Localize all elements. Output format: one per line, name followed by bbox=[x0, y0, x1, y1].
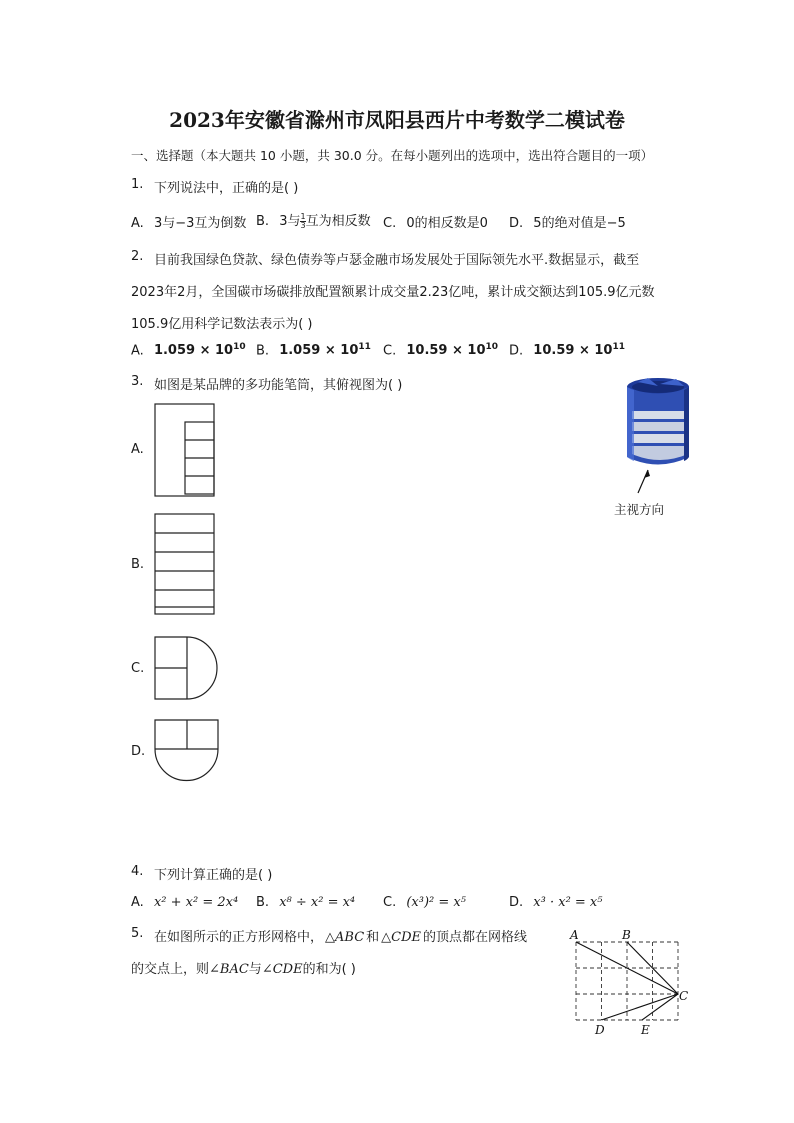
question-5-line-1: 在如图所示的正方形网格中， △ABC 和 △CDE 的顶点都在网格线 bbox=[154, 930, 528, 945]
option-expression: x³ · x² = x⁵ bbox=[533, 895, 603, 910]
q3-option-c-figure[interactable] bbox=[154, 636, 218, 702]
option-label: D. bbox=[509, 216, 524, 231]
q4-option-a[interactable] bbox=[131, 895, 238, 910]
q3-option-d-label[interactable]: D. bbox=[131, 744, 146, 759]
option-label: D. bbox=[509, 895, 524, 910]
question-3-stem: 如图是某品牌的多功能笔筒，其俯视图为( ) bbox=[154, 378, 403, 393]
option-value: 10.59 × 10 bbox=[406, 343, 486, 359]
triangle-cde: △CDE bbox=[381, 930, 422, 945]
q3-option-b-figure[interactable] bbox=[154, 513, 216, 616]
q1-option-d[interactable] bbox=[509, 212, 626, 231]
q4-option-b[interactable] bbox=[256, 895, 355, 910]
question-5-line-2: 的交点上，则∠BAC与∠CDE的和为( ) bbox=[131, 962, 356, 977]
q2-option-a[interactable] bbox=[131, 342, 246, 358]
photo-caption: 主视方向 bbox=[614, 502, 665, 517]
question-1-stem: 下列说法中，正确的是( ) bbox=[154, 181, 299, 196]
option-label: C. bbox=[383, 343, 397, 359]
option-text-pre: 3与 bbox=[279, 214, 301, 229]
q5-grid-figure bbox=[568, 928, 694, 1040]
q3-option-c-label[interactable]: C. bbox=[131, 661, 145, 676]
angle-cde: ∠CDE bbox=[261, 962, 303, 977]
option-exponent: 10 bbox=[233, 342, 246, 352]
question-5-number: 5. bbox=[131, 926, 144, 941]
q1-option-b[interactable] bbox=[256, 210, 371, 230]
option-label: C. bbox=[383, 895, 397, 910]
option-label: D. bbox=[509, 343, 524, 359]
question-2-line-2: 2023年2月，全国碳市场碳排放配置额累计成交量2.23亿吨，累计成交额达到105.9亿元数 bbox=[131, 285, 655, 300]
option-expression: x² + x² = 2x⁴ bbox=[153, 895, 239, 910]
option-value: 10.59 × 10 bbox=[533, 343, 613, 359]
point-b-label: B bbox=[622, 928, 631, 942]
option-text-post: 互为相反数 bbox=[305, 214, 371, 229]
option-value: 1.059 × 10 bbox=[279, 343, 359, 359]
q2-option-d[interactable] bbox=[509, 342, 625, 358]
fraction-one-third: $\frac{1}{3}$ bbox=[300, 212, 306, 230]
q3-option-a-figure[interactable] bbox=[154, 403, 216, 498]
point-c-label: C bbox=[679, 989, 689, 1003]
option-value: 1.059 × 10 bbox=[153, 343, 234, 359]
option-text: 0的相反数是0 bbox=[406, 216, 488, 231]
q3-option-a-label[interactable]: A. bbox=[131, 442, 144, 457]
question-2-line-3: 105.9亿用科学记数法表示为( ) bbox=[131, 317, 313, 332]
option-label: B. bbox=[256, 895, 270, 910]
q3-option-d-figure[interactable] bbox=[154, 719, 220, 783]
triangle-abc: △ABC bbox=[325, 930, 365, 945]
question-4-stem: 下列计算正确的是( ) bbox=[154, 868, 273, 883]
point-e-label: E bbox=[641, 1023, 650, 1037]
q2-option-b[interactable] bbox=[256, 342, 371, 358]
option-label: B. bbox=[256, 343, 270, 359]
question-2-number: 2. bbox=[131, 249, 144, 264]
q3-option-b-label[interactable]: B. bbox=[131, 557, 145, 572]
page-title: 2023年安徽省滁州市凤阳县西片中考数学二模试卷 bbox=[169, 108, 625, 132]
option-exponent: 11 bbox=[612, 342, 625, 352]
pen-holder-photo bbox=[622, 374, 698, 494]
option-text: 3与−3互为倒数 bbox=[153, 216, 247, 231]
option-expression: x⁸ ÷ x² = x⁴ bbox=[279, 895, 356, 910]
point-a-label: A bbox=[570, 928, 579, 942]
q1-option-c[interactable] bbox=[383, 212, 488, 231]
option-label: B. bbox=[256, 214, 270, 229]
option-exponent: 11 bbox=[358, 342, 371, 352]
option-label: A. bbox=[131, 343, 144, 359]
q1-option-a[interactable] bbox=[131, 212, 246, 231]
option-label: A. bbox=[131, 216, 144, 231]
question-2-line-1: 目前我国绿色贷款、绿色债券等卢瑟金融市场发展处于国际领先水平.数据显示，截至 bbox=[154, 253, 640, 268]
angle-bac: ∠BAC bbox=[209, 962, 249, 977]
section-header: 一、选择题（本大题共 10 小题，共 30.0 分。在每小题列出的选项中，选出符合题目的一项） bbox=[131, 148, 654, 163]
q2-option-c[interactable] bbox=[383, 342, 498, 358]
q4-option-c[interactable] bbox=[383, 895, 466, 910]
question-1-number: 1. bbox=[131, 177, 144, 192]
option-exponent: 10 bbox=[485, 342, 499, 352]
option-expression: (x³)² = x⁵ bbox=[406, 895, 466, 910]
option-text: 5的绝对值是−5 bbox=[533, 216, 626, 231]
question-4-number: 4. bbox=[131, 864, 144, 879]
option-label: C. bbox=[383, 216, 397, 231]
q4-option-d[interactable] bbox=[509, 895, 602, 910]
point-d-label: D bbox=[595, 1023, 605, 1037]
question-3-number: 3. bbox=[131, 374, 144, 389]
option-label: A. bbox=[131, 895, 144, 910]
